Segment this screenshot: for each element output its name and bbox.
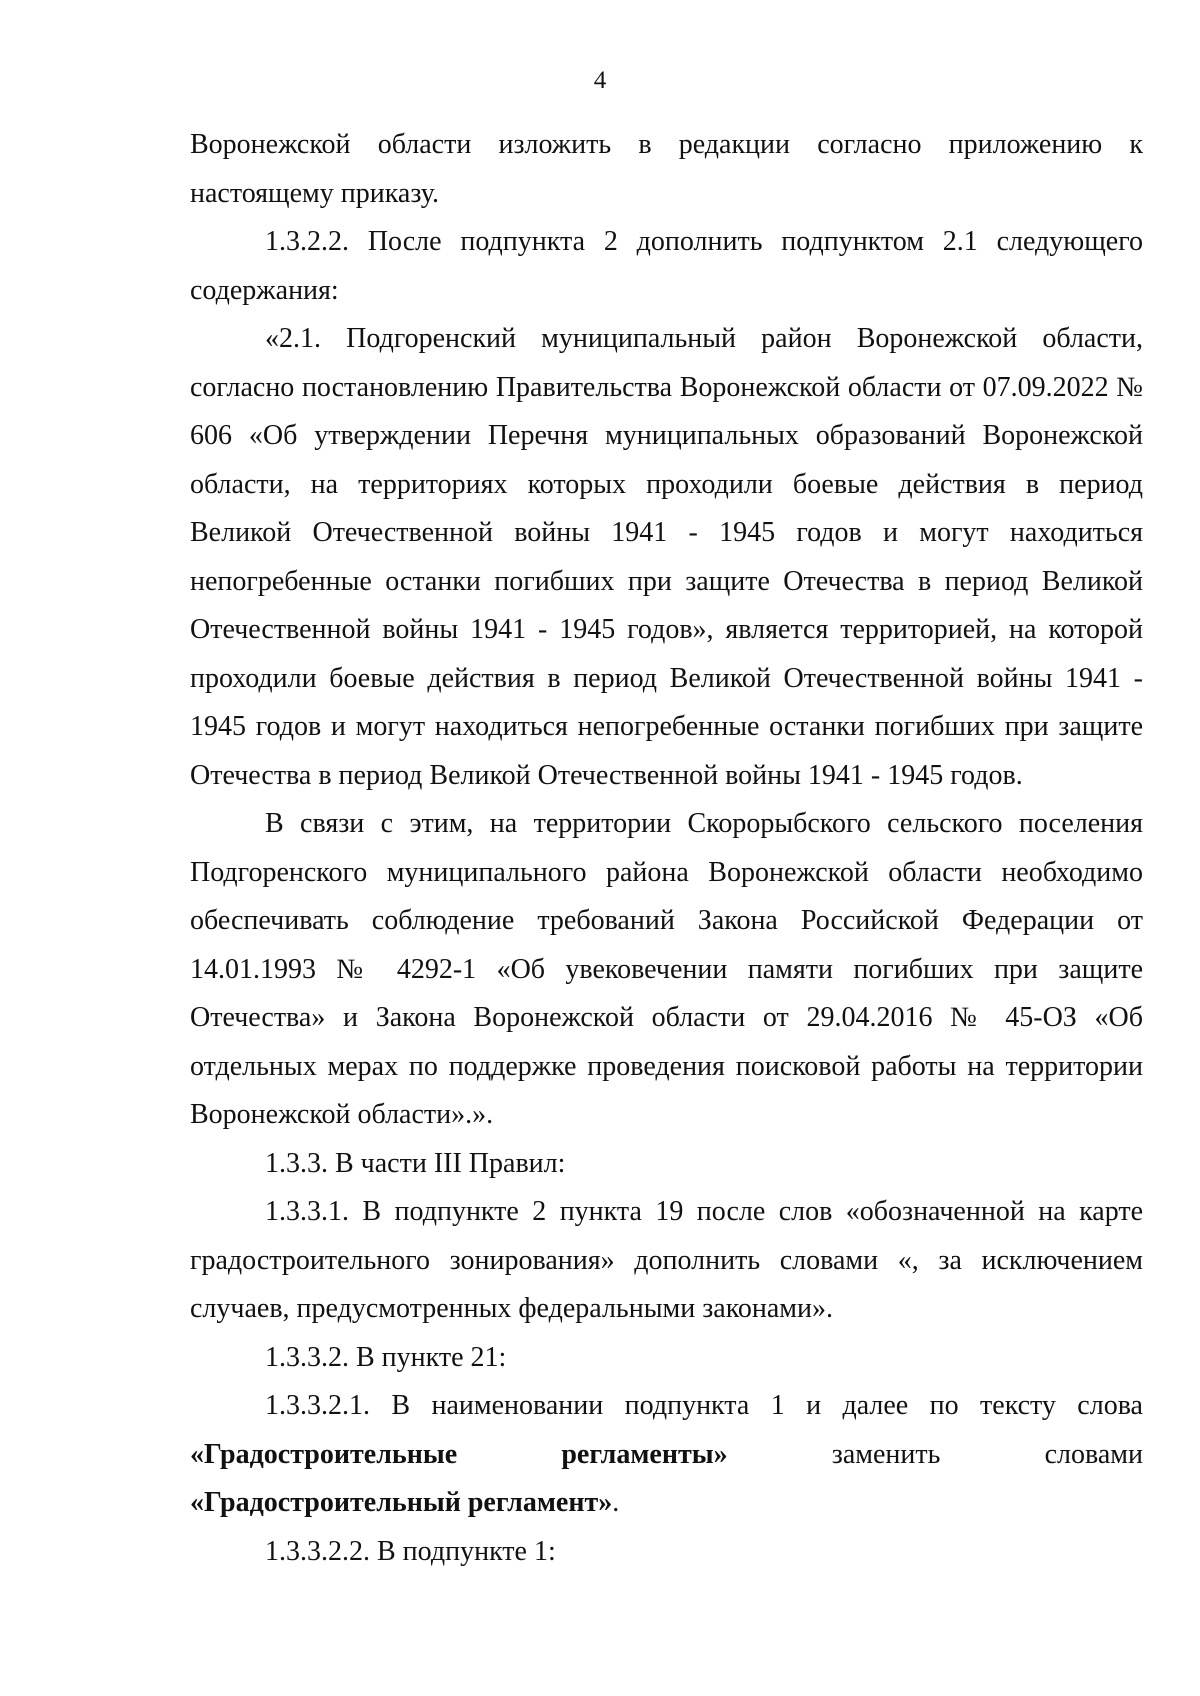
paragraph-v-svyazi: В связи с этим, на территории Скорорыбского сельского поселения Подгоренского муниципального района Воронежской области необходимо обеспечивать соблюдение требований Закона Российской Федерации от 14.01.1993 № 4292-1 «Об увековечении памяти погибших при защите Отечества» и Закона Воронежской области от 29.04.2016 № 45-ОЗ «Об отдельных мерах по поддержке проведения поисковой работы на территории Воронежской области».».	[190, 808, 1143, 1130]
page-number: 4	[593, 67, 607, 94]
paragraph-1-3-3-2-1: 1.3.3.2.1. В наименовании подпункта 1 и далее по тексту слова	[265, 1390, 1143, 1421]
sentence-end: .	[612, 1487, 620, 1518]
paragraph-1-3-3-2: 1.3.3.2. В пункте 21:	[265, 1341, 507, 1373]
paragraph-continuation: Воронежской области изложить в редакции согласно приложению к настоящему приказу.	[190, 129, 1143, 209]
document-body	[190, 121, 1143, 1576]
paragraph-2-1-quote: «2.1. Подгоренский муниципальный район Воронежской области, согласно постановлению Правительства Воронежской области от 07.09.2022 № 606 «Об утверждении Перечня муниципальных образований Воронежской области, на территориях которых проходили боевые действия в период Великой Отечественной войны 1941 - 1945 годов и могут находиться непогребенные останки погибших при защите Отечества в период Великой Отечественной войны 1941 - 1945 годов», является территорией, на которой проходили боевые действия в период Великой Отечественной войны 1941 - 1945 годов и могут находиться непогребенные останки погибших при защите Отечества в период Великой Отечественной войны 1941 - 1945 годов.	[190, 323, 1143, 791]
paragraph-1-3-2-2: 1.3.2.2. После подпункта 2 дополнить подпунктом 2.1 следующего содержания:	[190, 226, 1143, 306]
replace-phrase: заменить словами	[727, 1438, 1143, 1470]
paragraph-1-3-3-1: 1.3.3.1. В подпункте 2 пункта 19 после слов «обозначенной на карте градостроительного зонирования» дополнить словами «, за исключением случаев, предусмотренных федеральными законами».	[190, 1196, 1143, 1324]
bold-phrase-regulation-new: «Градостроительный регламент»	[190, 1487, 613, 1518]
bold-phrase-regulations-old: «Градостроительные регламенты»	[190, 1438, 728, 1470]
replacement-line	[190, 1431, 1143, 1480]
paragraph-1-3-3: 1.3.3. В части III Правил:	[265, 1147, 566, 1179]
paragraph-1-3-3-2-2: 1.3.3.2.2. В подпункте 1:	[265, 1535, 556, 1567]
paragraph-replacement-words	[190, 1431, 1143, 1528]
